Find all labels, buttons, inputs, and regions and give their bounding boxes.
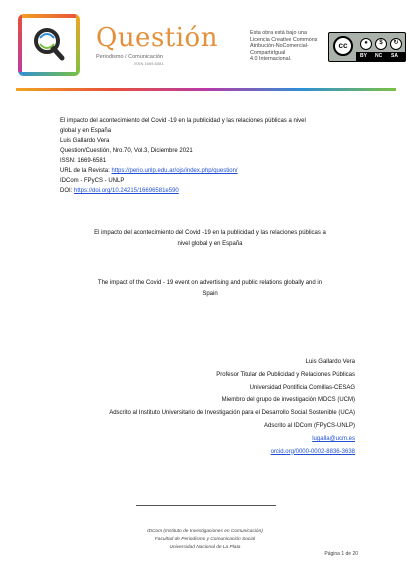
article-metadata: El impacto del acontecimiento del Covid -19 en la publicidad y las relaciones públicas a nivel global y en España Luis Gallardo Vera Question/Cuestión, Nro.70, Vol.3, Diciembre 2021 ISSN: 1669-6581 URL de la Revista: https://perio.unlp.edu.ar/ojs/index.php/question/ IDCom - FPyCS - UNLP DOI: https://doi.org/10.24215/16696581e590 (60, 116, 360, 196)
brand-name: Questión (96, 23, 218, 53)
no-dollar-icon: $ (375, 38, 387, 50)
page-footer: IDCom (Instituto de Investigaciones en Comunicación) Facultad de Periodismo y Comunicación Social Universidad Nacional de La Plata (147, 529, 263, 550)
doi-link[interactable]: https://doi.org/10.24215/16696581e590 (74, 188, 179, 194)
doi-line: DOI: https://doi.org/10.24215/16696581e590 (60, 188, 179, 194)
title-spanish: El impacto del acontecimiento del Covid -19 en la publicidad y las relaciones públicas a nivel global y en España (94, 230, 326, 247)
author-name: Luis Gallardo Vera (305, 359, 355, 365)
journal-url-link[interactable]: https://perio.unlp.edu.ar/ojs/index.php/question/ (111, 168, 238, 174)
journal-logo (18, 14, 80, 76)
footer-rule (136, 505, 276, 506)
person-icon: ● (360, 38, 372, 50)
brand-subtitle: Periodismo / Comunicación (96, 54, 163, 60)
cc-license-badge[interactable] (328, 32, 406, 62)
magnifier-icon (28, 24, 70, 66)
license-text: Esta obra está bajo una Licencia Creative Commons Atribución-NoComercial-CompartirIgual 4.0 Internacional. (250, 30, 318, 63)
brand (96, 24, 218, 66)
title-english: The impact of the Covid - 19 event on advertising and public relations globally and in Spain (97, 280, 323, 297)
brand-issn: ISSN 1669-6581 (134, 61, 164, 66)
journal-url-line: URL de la Revista: https://perio.unlp.edu.ar/ojs/index.php/question/ (60, 168, 238, 174)
share-alike-icon: ↻ (390, 38, 402, 50)
header-divider (16, 88, 396, 91)
author-orcid-link[interactable]: orcid.org/0000-0002-8836-3638 (270, 448, 355, 455)
author-block: Luis Gallardo Vera Profesor Titular de Publicidad y Relaciones Públicas Universidad Pontificia Comillas-CESAG Miembro del grupo de investigación MDCS (UCM) Adscrito al Instituto Universitario de Investigación para el Desarrollo Social Sostenible (UCA) Adscrito al IDCom (FPyCS-UNLP) lugalla@ucm.es orcid.org/0000-0002-8836-3638 (35, 356, 355, 458)
author-email-link[interactable]: lugalla@ucm.es (312, 435, 355, 442)
cc-icon: cc (333, 36, 353, 56)
cc-strip: BY NC SA (356, 52, 405, 61)
page-number: Página 1 de 20 (324, 551, 358, 557)
